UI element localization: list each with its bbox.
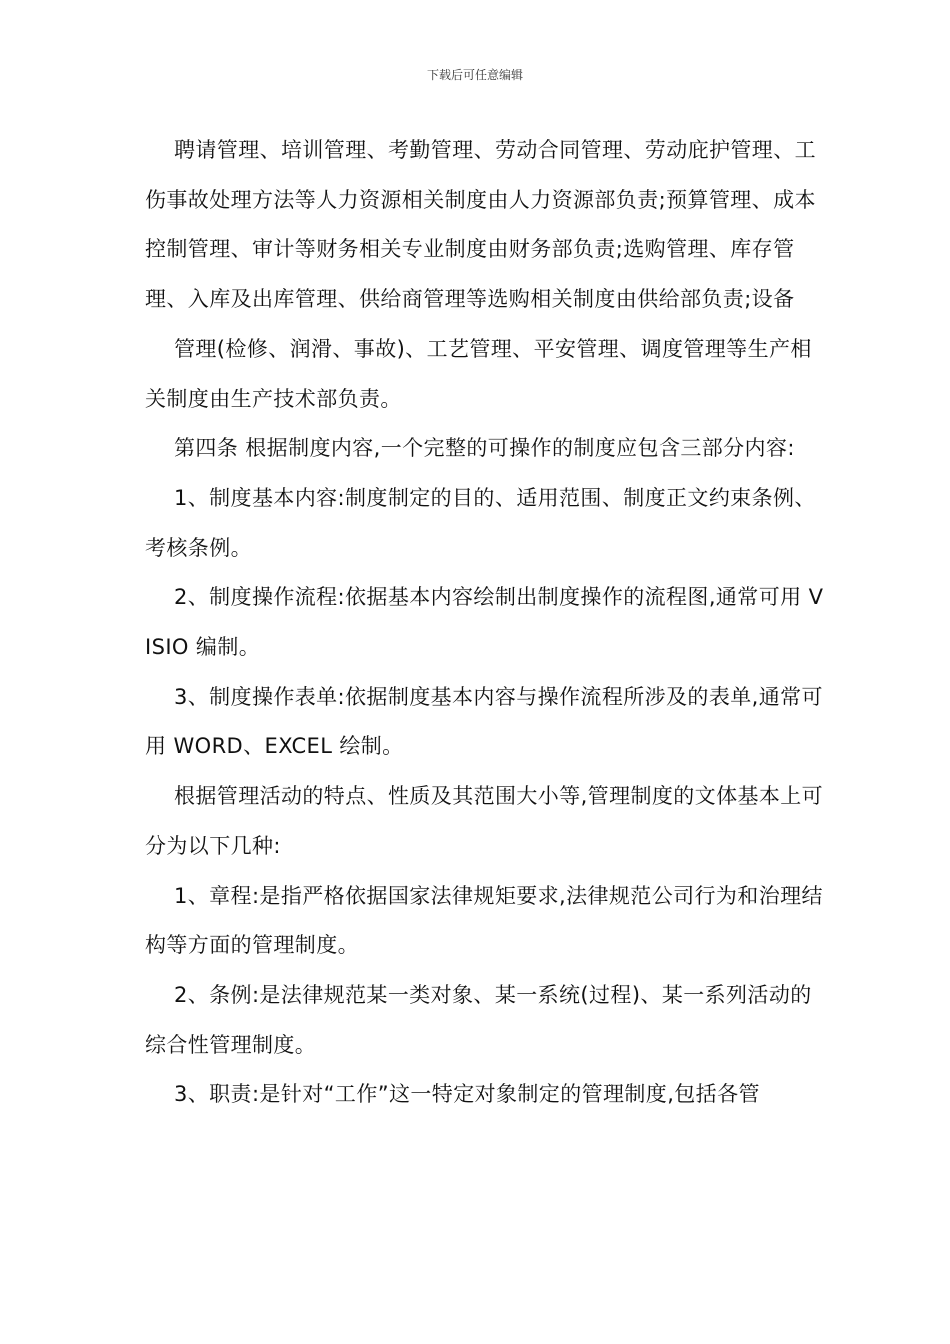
paragraph-type-charter: 1、章程:是指严格依据国家法律规矩要求,法律规范公司行为和治理结构等方面的管理制度。 xyxy=(145,883,823,958)
paragraph-equipment-management: 管理(检修、润滑、事故)、工艺管理、平安管理、调度管理等生产相关制度由生产技术部负责。 xyxy=(145,336,812,411)
paragraph-article-four: 第四条 根据制度内容,一个完整的可操作的制度应包含三部分内容: xyxy=(174,436,795,461)
paragraph-type-duties: 3、职责:是针对“工作”这一特定对象制定的管理制度,包括各管 xyxy=(174,1082,760,1107)
page-header: 下载后可任意编辑 xyxy=(426,68,523,82)
paragraph-hr-responsibilities: 聘请管理、培训管理、考勤管理、劳动合同管理、劳动庇护管理、工伤事故处理方法等人力资源相关制度由人力资源部负责;预算管理、成本控制管理、审计等财务相关专业制度由财务部负责;选购管理、库存管理、入库及出库管理、供给商管理等选购相关制度由供给部负责;设备 xyxy=(145,138,816,312)
paragraph-type-regulation: 2、条例:是法律规范某一类对象、某一系统(过程)、某一系列活动的综合性管理制度。 xyxy=(145,982,812,1057)
paragraph-item-operation-forms: 3、制度操作表单:依据制度基本内容与操作流程所涉及的表单,通常可用 WORD、EXCEL 绘制。 xyxy=(145,684,823,759)
paragraph-item-operation-flow: 2、制度操作流程:依据基本内容绘制出制度操作的流程图,通常可用 VISIO 编制。 xyxy=(145,585,824,660)
paragraph-item-basic-content: 1、制度基本内容:制度制定的目的、适用范围、制度正文约束条例、考核条例。 xyxy=(145,485,816,560)
paragraph-document-types: 根据管理活动的特点、性质及其范围大小等,管理制度的文体基本上可分为以下几种: xyxy=(145,784,824,858)
document-body xyxy=(145,126,825,1120)
